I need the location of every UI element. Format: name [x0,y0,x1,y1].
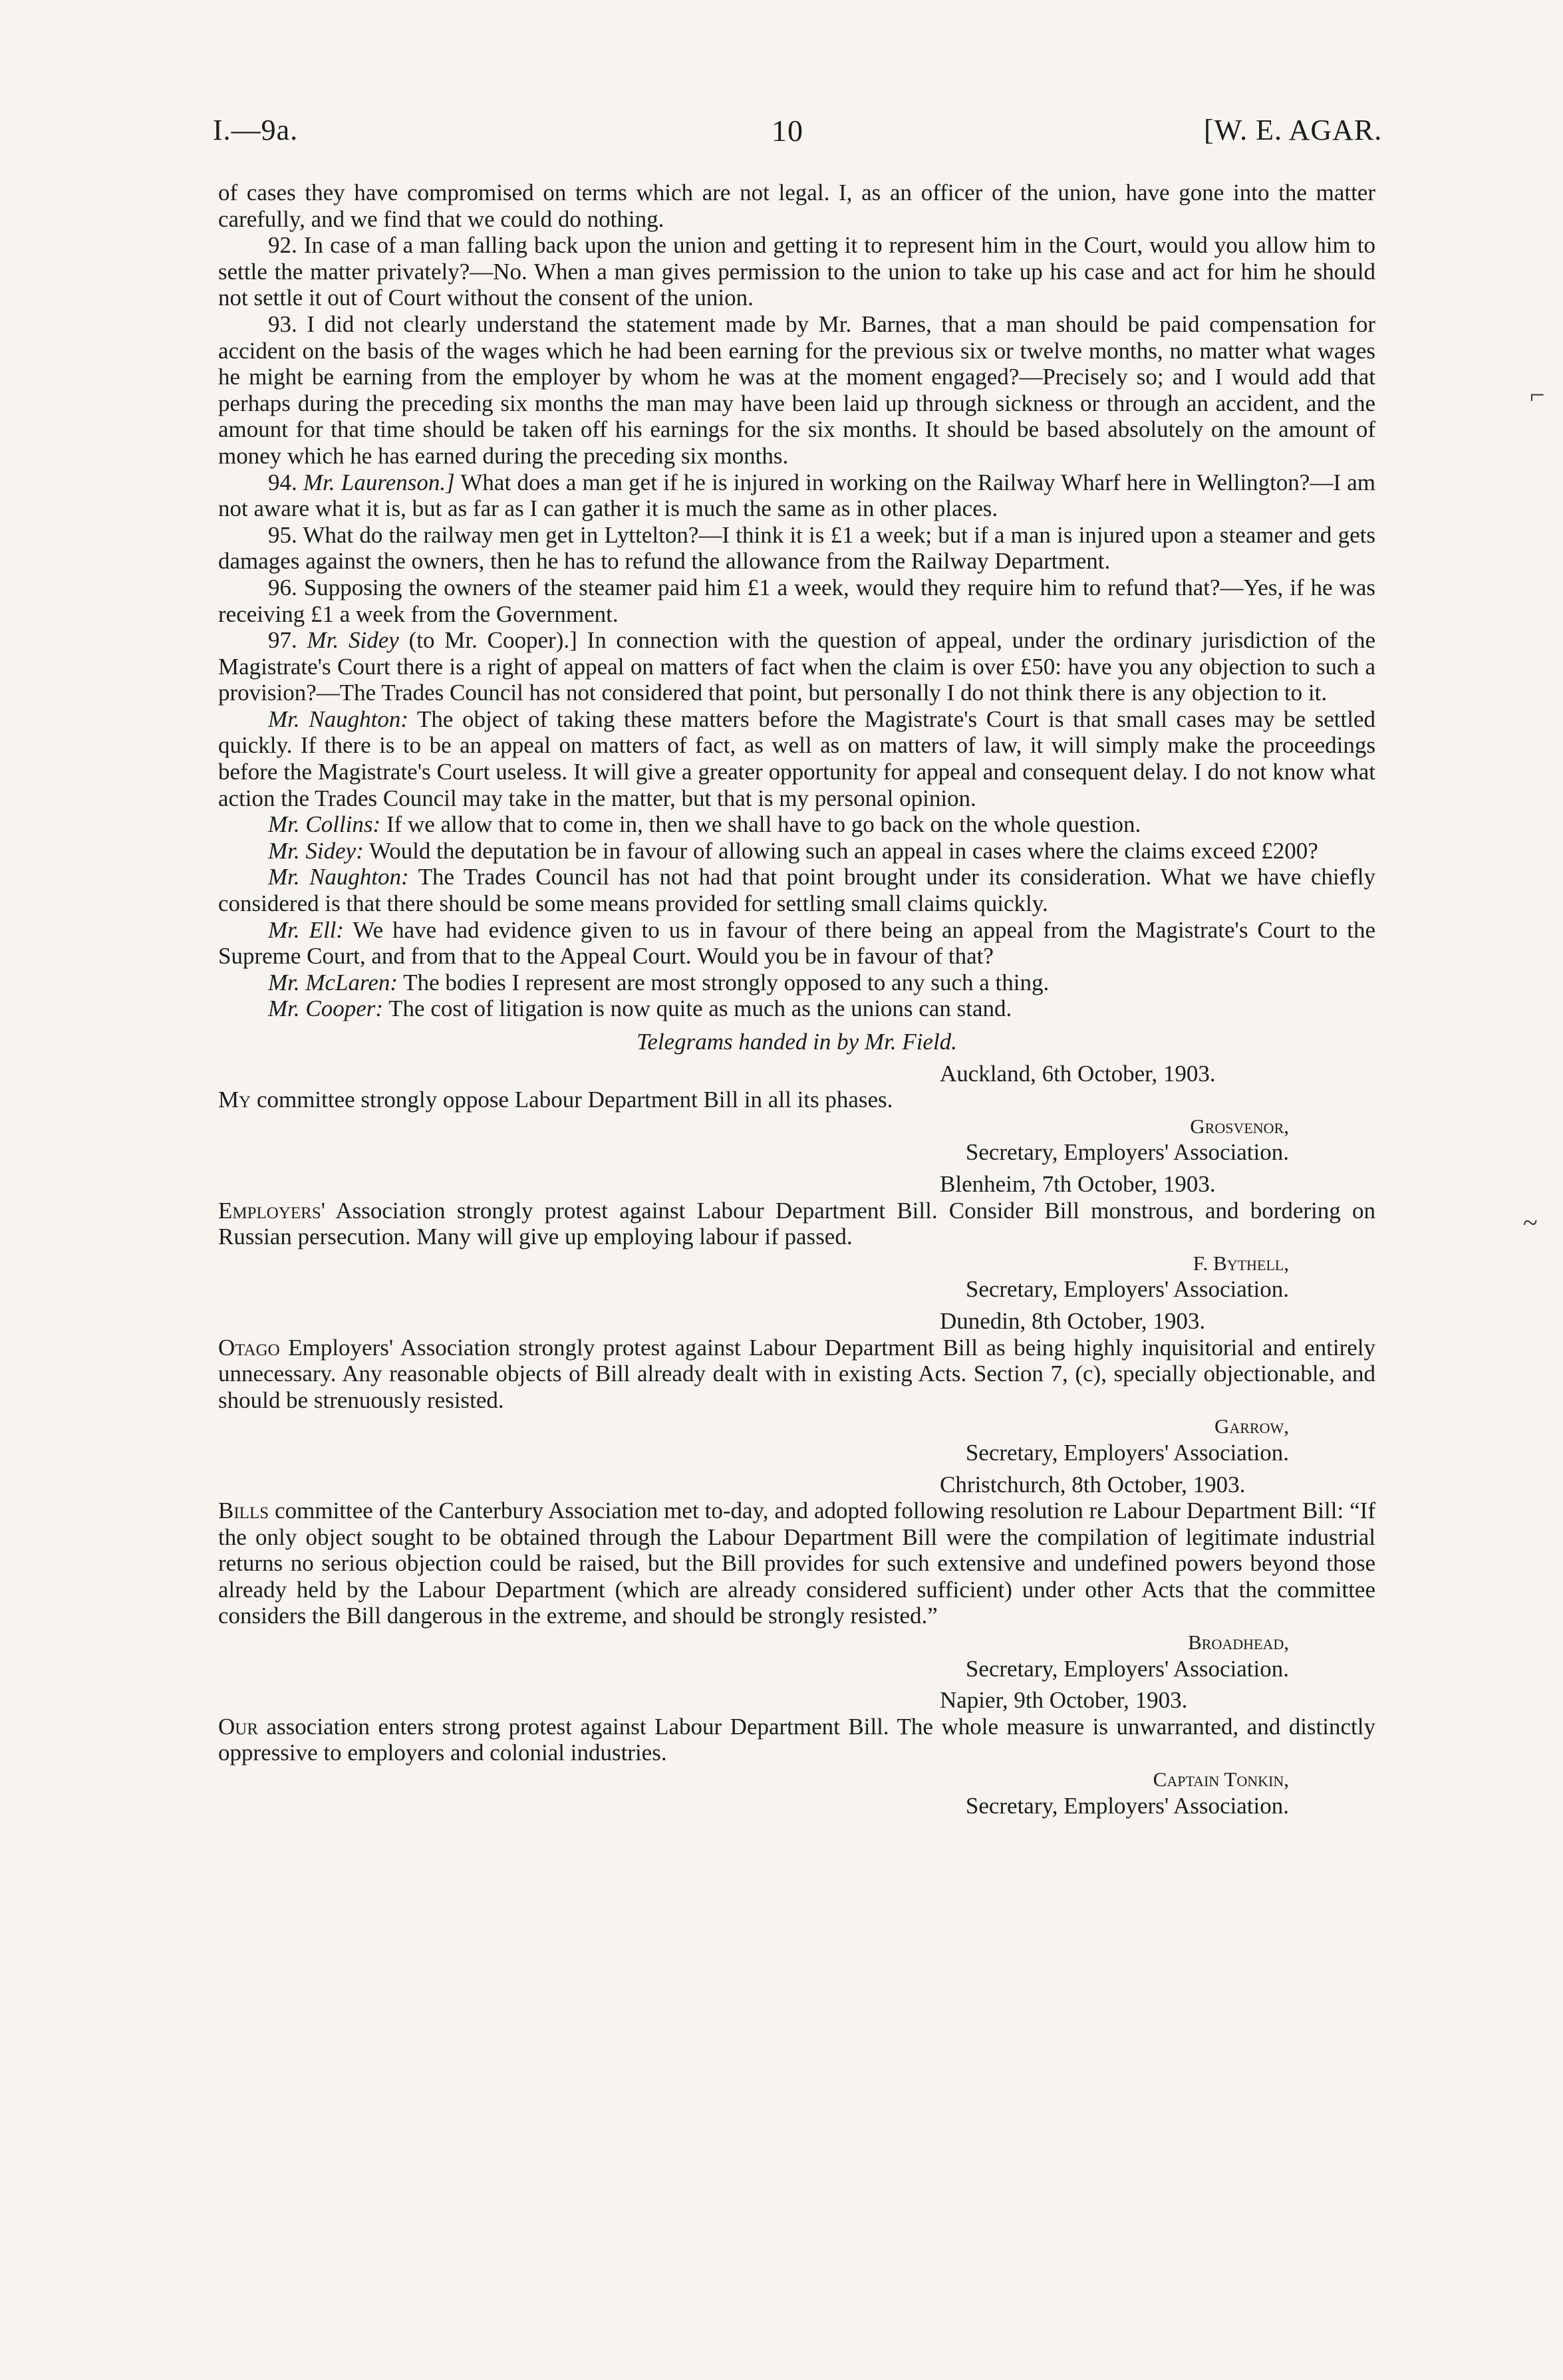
speaker: Mr. McLaren: [268,969,398,995]
telegram-place-date: Napier, 9th October, 1903. [940,1687,1188,1714]
telegram-signatory: F. Bythell, [1193,1251,1289,1275]
paragraph: Mr. Collins: If we allow that to come in, then we shall have to go back on the whole question. [268,811,1141,838]
paragraph: Mr. Naughton: The object of taking these matters before the Magistrate's Court is that small cases may be settled quickly. If there is to be an appeal on matters of fact, as well as on matters of law, it will simply make the proceedings before the Magistrate's Court useless. It will give a greater opportunity for appeal and consequent delay. I do not know what action the Trades Council may take in the matter, but that is my personal opinion. [218,706,1375,811]
paragraph: 94. Mr. Laurenson.] What does a man get if he is injured in working on the Railway Wharf here in Wellington?—I am not aware what it is, but as far as I can gather it is much the same as in other places. [218,469,1376,522]
body-text [218,180,1375,1819]
paragraph: Mr. Sidey: Would the deputation be in favour of allowing such an appeal in cases where the claims exceed £200? [268,837,1318,864]
telegram-body: My committee strongly oppose Labour Department Bill in all its phases. [218,1087,893,1113]
speaker: Mr. Cooper: [268,995,384,1022]
telegram-position: Secretary, Employers' Association. [965,1276,1289,1303]
paragraph: Mr. Ell: We have had evidence given to us in favour of there being an appeal from the Magistrate's Court to the Supreme Court, and from that to the Appeal Court. Would you be in favour of that? [218,916,1375,970]
telegram-body: Otago Employers' Association strongly protest against Labour Department Bill as being highly inquisitorial and entirely unnecessary. Any reasonable objects of Bill already dealt with in existing Acts. Section 7, (c), specially objectionable, and should be strenuously resisted. [218,1334,1375,1413]
paragraph: 93. I did not clearly understand the statement made by Mr. Barnes, that a man should be paid compensation for accident on the basis of the wages which he had been earning for the previous six or twelve months, no matter what wages he might be earning from the employer by whom he was at the moment engaged?—Precisely so; and I would add that perhaps during the preceding six months the man may have been laid up through sickness or through an accident, and the amount for that time should be taken off his earnings for the six months. It should be based absolutely on the amount of money which he has earned during the preceding six months. [218,311,1375,469]
telegram-position: Secretary, Employers' Association. [965,1792,1289,1819]
paragraph: 95. What do the railway men get in Lyttelton?—I think it is £1 a week; but if a man is injured upon a steamer and gets damages against the owners, then he has to refund the allowance from the Railway Department. [218,521,1375,575]
telegram [218,1171,1375,1303]
speaker: Mr. Ell: [268,916,345,943]
telegram-signatory: Broadhead, [1188,1631,1289,1654]
telegram-body: Employers' Association strongly protest against Labour Department Bill. Consider Bill monstrous, and bordering on Russian persecution. Many will give up employing labour if passed. [218,1197,1375,1250]
telegram-position: Secretary, Employers' Association. [965,1139,1289,1166]
paragraph: of cases they have compromised on terms which are not legal. I, as an officer of the union, have gone into the matter carefully, and we find that we could do nothing. [218,180,1375,232]
speaker: Mr. Sidey [307,627,399,654]
telegrams-heading: Telegrams handed in by Mr. Field. [637,1029,957,1055]
telegram-signatory: Captain Tonkin, [1153,1768,1289,1791]
header-left-reference: I.—9a. [213,114,299,146]
speaker: Mr. Collins: [268,811,381,838]
telegram-place-date: Blenheim, 7th October, 1903. [940,1170,1216,1197]
header-right-witness: [W. E. AGAR. [1204,114,1383,146]
telegram-position: Secretary, Employers' Association. [965,1439,1289,1466]
telegram [218,1061,1375,1166]
telegram-body: Our association enters strong protest against Labour Department Bill. The whole measure is unwarranted, and distinctly oppressive to employers and colonial industries. [218,1713,1375,1766]
speaker: Mr. Naughton: [268,864,409,890]
telegram [218,1308,1375,1466]
telegram [218,1687,1375,1819]
speaker: Mr. Laurenson.] [303,469,455,495]
paragraph: 96. Supposing the owners of the steamer paid him £1 a week, would they require him to refund that?—Yes, if he was receiving £1 a week from the Government. [218,574,1375,627]
speaker: Mr. Naughton: [268,706,408,732]
paragraph: 97. Mr. Sidey (to Mr. Cooper).] In connection with the question of appeal, under the ordinary jurisdiction of the Magistrate's Court there is a right of appeal on matters of fact when the claim is over £50: have you any objection to such a provision?—The Trades Council has not considered that point, but personally I do not think there is any objection to it. [218,627,1375,706]
paragraph: Mr. Cooper: The cost of litigation is now quite as much as the unions can stand. [268,995,1012,1022]
telegram [218,1472,1375,1682]
margin-mark: ⌐ [1530,380,1545,410]
paragraph: Mr. McLaren: The bodies I represent are most strongly opposed to any such a thing. [268,969,1050,995]
telegram-place-date: Dunedin, 8th October, 1903. [940,1307,1206,1334]
telegram-signatory: Garrow, [1214,1414,1289,1438]
paragraph: 92. In case of a man falling back upon the union and getting it to represent him in the Court, would you allow him to settle the matter privately?—No. When a man gives permission to the union to take up his case and act for him he should not settle it out of Court without the consent of the union. [218,232,1375,311]
telegram-place-date: Christchurch, 8th October, 1903. [940,1471,1246,1498]
page-number: 10 [772,114,803,148]
telegram-place-date: Auckland, 6th October, 1903. [940,1060,1216,1087]
telegram-signatory: Grosvenor, [1190,1114,1289,1138]
telegram-position: Secretary, Employers' Association. [965,1655,1289,1682]
margin-mark: ~ [1523,1208,1538,1238]
paragraph: Mr. Naughton: The Trades Council has not had that point brought under its consideration. What we have chiefly considered is that there should be some means provided for settling small claims quickly. [218,864,1375,917]
telegram-body: Bills committee of the Canterbury Association met to-day, and adopted following resolution re Labour Department Bill: “If the only object sought to be obtained through the Labour Department Bill were the compilation of legitimate industrial returns no serious objection could be raised, but the Bill provides for such extensive and undefined powers beyond those already held by the Labour Department (which are already considered sufficient) under other Acts that the committee considers the Bill dangerous in the extreme, and should be strongly resisted.” [218,1498,1375,1629]
speaker: Mr. Sidey: [268,837,364,864]
